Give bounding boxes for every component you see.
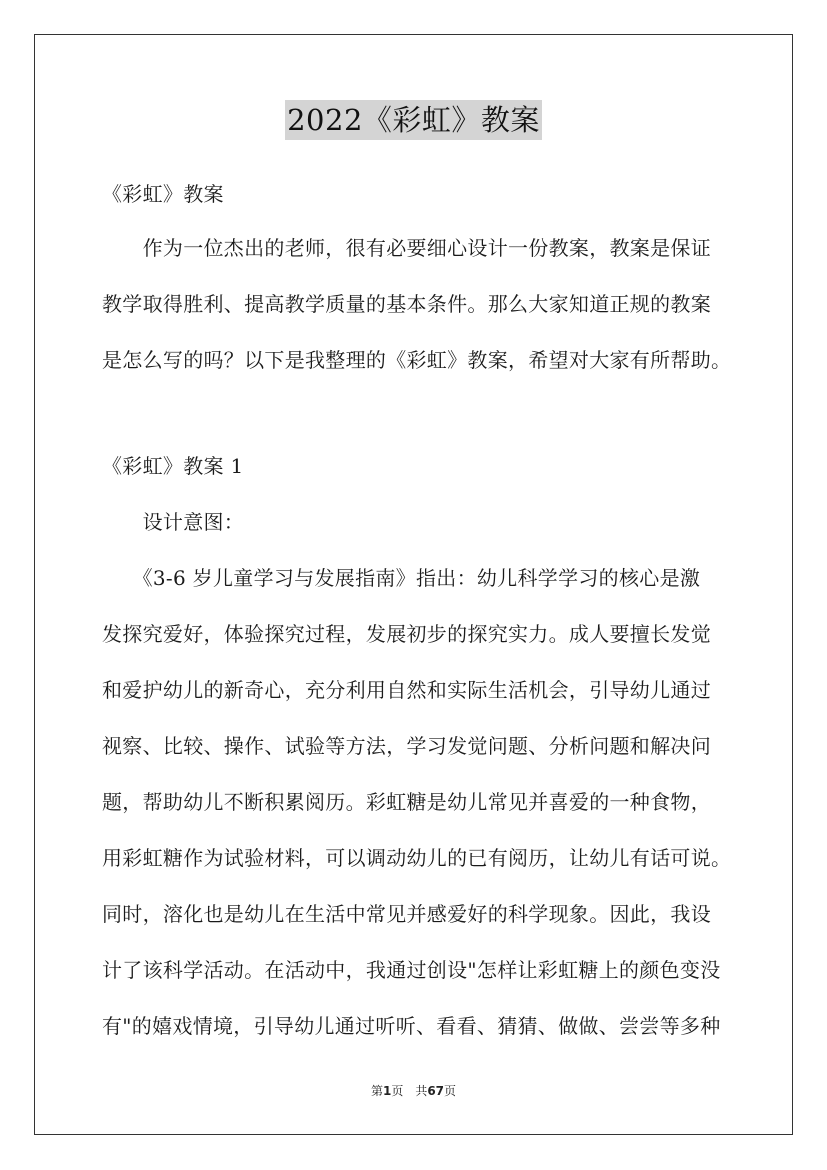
body-line: 发探究爱好，体验探究过程，发展初步的探究实力。成人要擅长发觉 (102, 622, 711, 646)
footer-page-mid: 页 共 (391, 1084, 428, 1098)
intro-line: 作为一位杰出的老师，很有必要细心设计一份教案，教案是保证 (102, 236, 711, 260)
subtitle: 《彩虹》教案 (102, 182, 224, 206)
footer-page-prefix: 第 (370, 1084, 383, 1098)
section-heading: 《彩虹》教案 1 (102, 454, 244, 478)
intro-line: 是怎么写的吗？以下是我整理的《彩虹》教案，希望对大家有所帮助。 (102, 348, 732, 372)
body-line: 和爱护幼儿的新奇心，充分利用自然和实际生活机会，引导幼儿通过 (102, 678, 711, 702)
body-line: 用彩虹糖作为试验材料，可以调动幼儿的已有阅历，让幼儿有话可说。 (102, 846, 732, 870)
title-wrap (0, 100, 827, 140)
page-footer (0, 1082, 827, 1099)
intro-line: 教学取得胜利、提高教学质量的基本条件。那么大家知道正规的教案 (102, 292, 711, 316)
footer-total-pages: 67 (427, 1084, 445, 1098)
design-label: 设计意图： (102, 510, 245, 534)
body-line: 题，帮助幼儿不断积累阅历。彩虹糖是幼儿常见并喜爱的一种食物， (102, 790, 711, 814)
document-title: 2022《彩虹》教案 (285, 100, 542, 140)
body-line: 计了该科学活动。在活动中，我通过创设"怎样让彩虹糖上的颜色变没 (102, 958, 721, 982)
body-line: 同时，溶化也是幼儿在生活中常见并感爱好的科学现象。因此，我设 (102, 902, 711, 926)
body-line: 视察、比较、操作、试验等方法，学习发觉问题、分析问题和解决问 (102, 734, 711, 758)
footer-page-number: 1 (382, 1084, 392, 1098)
footer-page-suffix: 页 (444, 1084, 457, 1098)
body-line: 有"的嬉戏情境，引导幼儿通过听听、看看、猜猜、做做、尝尝等多种 (102, 1014, 721, 1038)
body-line: 《3-6 岁儿童学习与发展指南》指出：幼儿科学学习的核心是激 (102, 566, 701, 590)
